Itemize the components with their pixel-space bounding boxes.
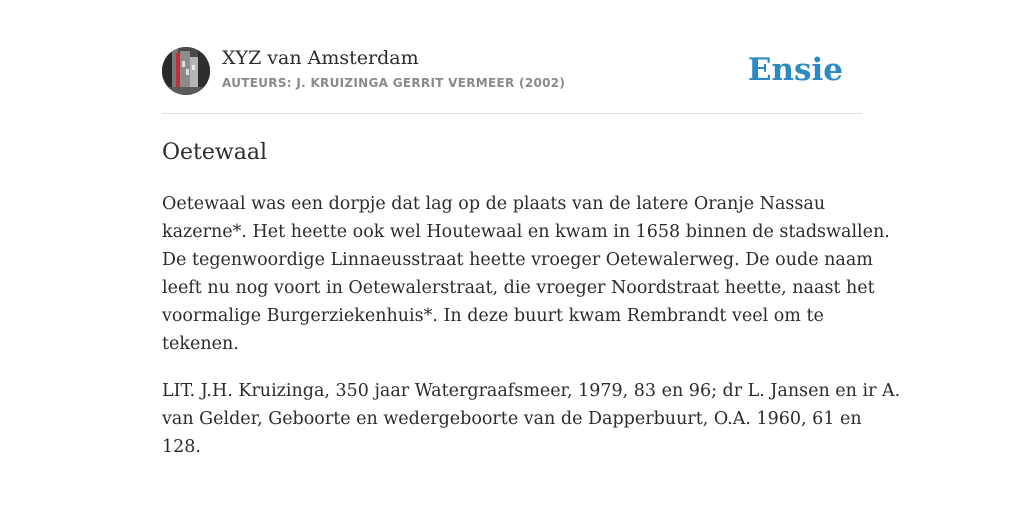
entry-paragraph-1: [162, 190, 890, 358]
paragraph-line: kazerne*. Het heette ook wel Houtewaal en kwam in 1658 binnen de stadswallen.: [162, 222, 890, 242]
book-cover-avatar[interactable]: [162, 47, 210, 95]
paragraph-line: De tegenwoordige Linnaeusstraat heette vroeger Oetewalerweg. De oude naam: [162, 250, 873, 270]
paragraph-line: LIT. J.H. Kruizinga, 350 jaar Watergraafsmeer, 1979, 83 en 96; dr L. Jansen en ir A.: [162, 381, 901, 401]
paragraph-line: leeft nu nog voort in Oetewalerstraat, die vroeger Noordstraat heette, naast het: [162, 278, 875, 298]
ensie-logo[interactable]: Ensie: [747, 52, 843, 88]
paragraph-line: Oetewaal was een dorpje dat lag op de plaats van de latere Oranje Nassau: [162, 194, 826, 214]
entry-literature-paragraph: [162, 377, 901, 461]
book-title[interactable]: XYZ van Amsterdam: [222, 47, 419, 69]
header-divider: [162, 113, 862, 114]
header: [162, 44, 862, 104]
book-cover-image-icon: [162, 47, 210, 95]
paragraph-line: tekenen.: [162, 334, 239, 354]
paragraph-line: voormalige Burgerziekenhuis*. In deze buurt kwam Rembrandt veel om te: [162, 306, 824, 326]
authors-line: AUTEURS: J. KRUIZINGA GERRIT VERMEER (2002): [222, 76, 566, 90]
paragraph-line: 128.: [162, 437, 201, 457]
paragraph-line: van Gelder, Geboorte en wedergeboorte van de Dapperbuurt, O.A. 1960, 61 en: [162, 409, 862, 429]
entry-title: Oetewaal: [162, 140, 268, 165]
